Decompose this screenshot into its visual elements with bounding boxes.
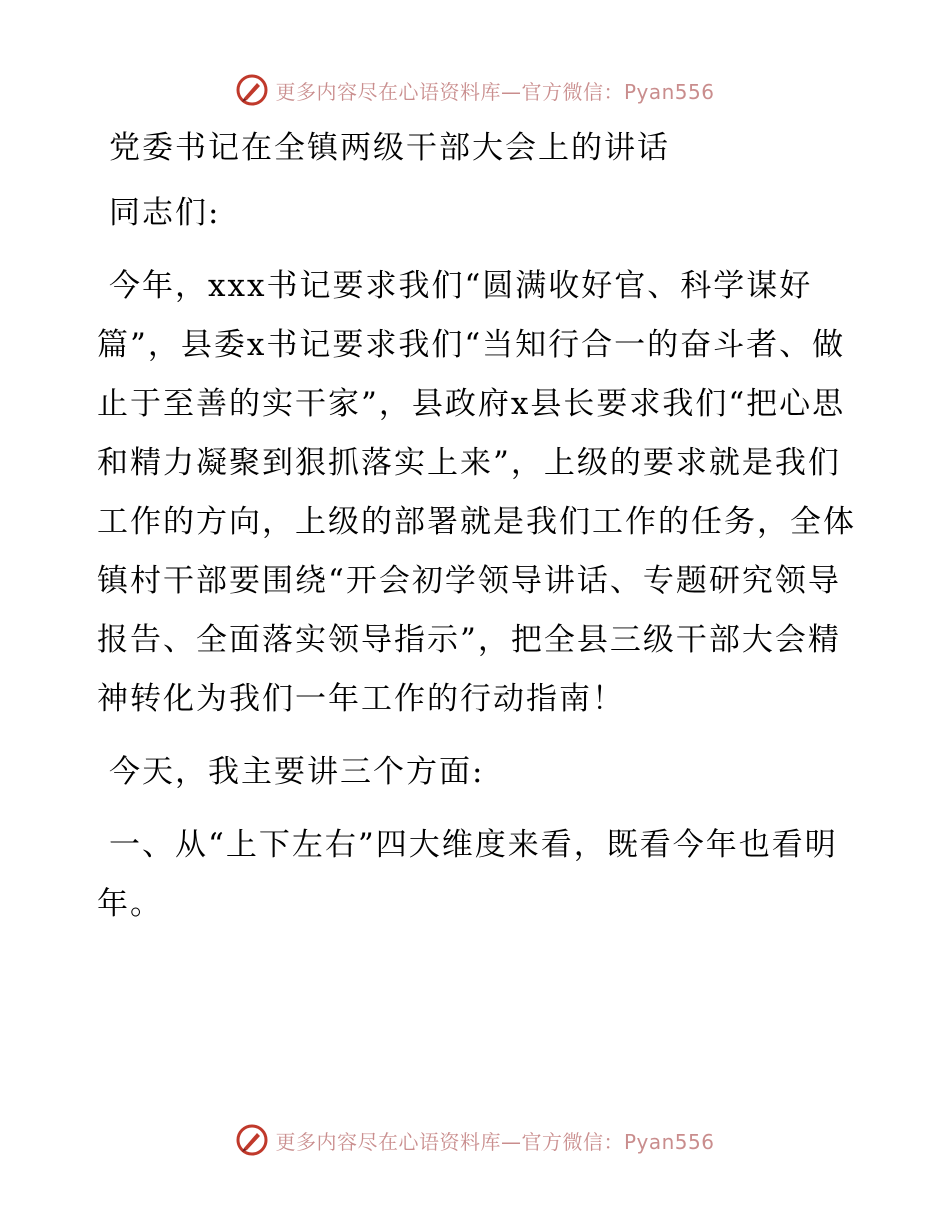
pen-logo-icon [235,73,269,107]
footer-banner [0,1120,950,1160]
salutation-text: 同志们: [109,195,221,231]
paragraph-section-one-text: 一、从“上下左右”四大维度来看，既看今年也看明年。 [97,827,838,922]
pen-logo-icon [235,1123,269,1157]
document-title: 党委书记在全镇两级干部大会上的讲话 [109,130,670,166]
header-banner [0,70,950,110]
paragraph-section-one [97,816,857,934]
footer-banner-text: 更多内容尽在心语资料库—官方微信：Pyan556 [275,1129,715,1154]
paragraph-outline-text: 今天，我主要讲三个方面: [109,754,485,790]
paragraph-intro-text: 今年，xxx书记要求我们“圆满收好官、科学谋好篇”，县委x书记要求我们“当知行合一的奋斗者、做止于至善的实干家”，县政府x县长要求我们“把心思和精力凝聚到狠抓落实上来”，上级的要求就是我们工作的方向，上级的部署就是我们工作的任务，全体镇村干部要围绕“开会初学领导讲话、专题研究领导报告、全面落实领导指示”，把全县三级干部大会精神转化为我们一年工作的行动指南！ [97,268,856,717]
header-banner-text: 更多内容尽在心语资料库—官方微信：Pyan556 [275,79,715,104]
salutation [97,184,857,243]
paragraph-outline [97,743,857,802]
paragraph-intro [97,257,857,729]
document-body [97,120,857,948]
